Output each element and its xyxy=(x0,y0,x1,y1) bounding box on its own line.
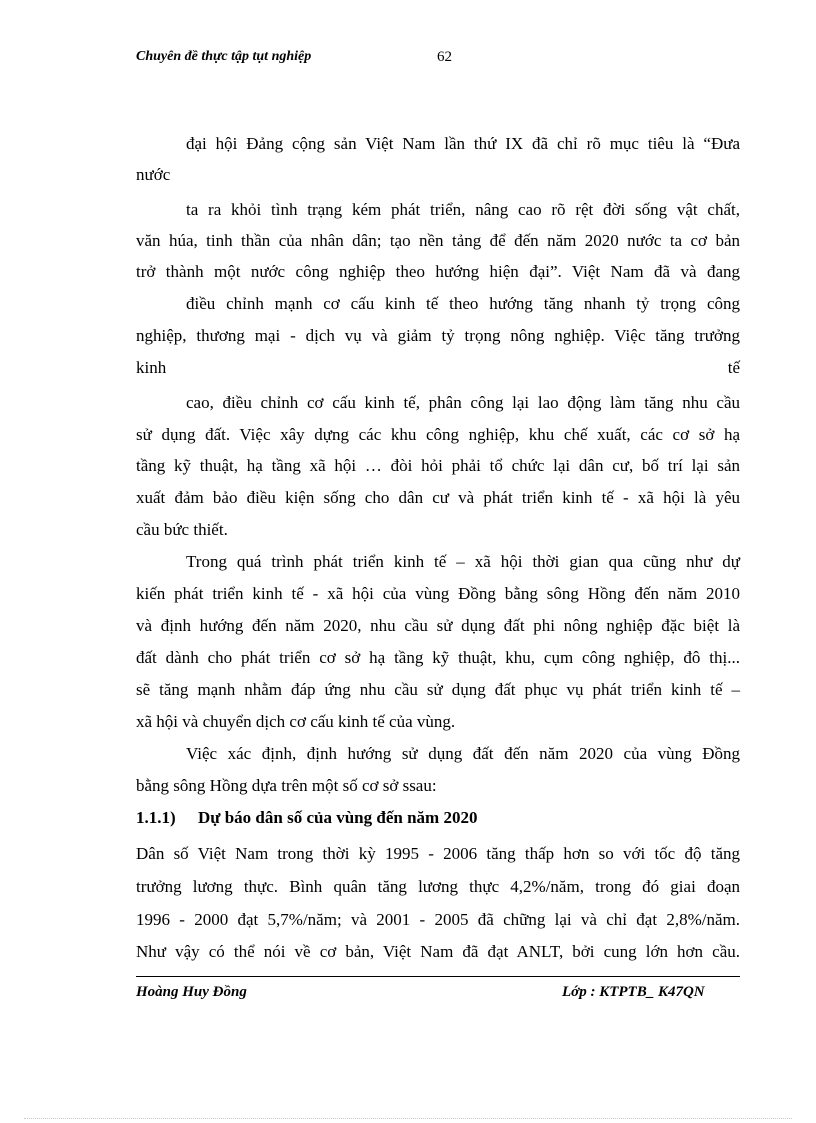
footer-class: Lớp : KTPTB_ K47QN xyxy=(562,984,705,1000)
page-number: 62 xyxy=(437,49,452,65)
section-number: 1.1.1) xyxy=(136,808,176,827)
text-line: xuất đảm bảo điều kiện sống cho dân cư và phát triển kinh tế - xã hội là yêu xyxy=(136,488,740,507)
text-line: Trong quá trình phát triển kinh tế – xã hội thời gian qua cũng như dự xyxy=(186,552,740,571)
split-line-right: tế xyxy=(727,358,740,377)
page-bottom-border xyxy=(24,1118,792,1119)
running-header-title: Chuyên đề thực tập tụt nghiệp xyxy=(136,49,312,64)
text-line: trưởng lương thực. Bình quân tăng lương thực 4,2%/năm, trong đó giai đoạn xyxy=(136,877,740,896)
text-line: và định hướng đến năm 2020, nhu cầu sử dụng đất phi nông nghiệp đặc biệt là xyxy=(136,616,740,635)
text-line: Dân số Việt Nam trong thời kỳ 1995 - 2006 tăng thấp hơn so với tốc độ tăng xyxy=(136,844,740,863)
text-line: tầng kỹ thuật, hạ tầng xã hội … đòi hỏi phải tổ chức lại dân cư, bố trí lại sản xyxy=(136,456,740,475)
section-heading xyxy=(136,808,477,828)
text-line: sẽ tăng mạnh nhằm đáp ứng nhu cầu sử dụng đất phục vụ phát triển kinh tế – xyxy=(136,680,740,699)
text-line: trở thành một nước công nghiệp theo hướng hiện đại”. Việt Nam đã và đang xyxy=(136,262,740,281)
text-line: xã hội và chuyển dịch cơ cấu kinh tế của vùng. xyxy=(136,712,456,731)
text-line: kiến phát triển kinh tế - xã hội của vùng Đồng bằng sông Hồng đến năm 2010 xyxy=(136,584,740,603)
text-line-split xyxy=(136,352,740,383)
section-title: Dự báo dân số của vùng đến năm 2020 xyxy=(198,808,478,827)
text-line: cầu bức thiết. xyxy=(136,520,228,539)
text-line: 1996 - 2000 đạt 5,7%/năm; và 2001 - 2005 đã chững lại và chỉ đạt 2,8%/năm. xyxy=(136,910,740,929)
text-line: Việc xác định, định hướng sử dụng đất đến năm 2020 của vùng Đồng xyxy=(186,744,740,763)
text-line: bằng sông Hồng dựa trên một số cơ sở ssau: xyxy=(136,776,437,795)
footer-author: Hoàng Huy Đồng xyxy=(136,984,247,1000)
text-line: Như vậy có thể nói về cơ bản, Việt Nam đã đạt ANLT, bởi cung lớn hơn cầu. xyxy=(136,942,740,961)
text-line: đất dành cho phát triển cơ sở hạ tầng kỹ thuật, khu, cụm công nghiệp, đô thị... xyxy=(136,648,740,667)
text-line: ta ra khỏi tình trạng kém phát triển, nâng cao rõ rệt đời sống vật chất, xyxy=(186,200,740,219)
text-line: đại hội Đảng cộng sản Việt Nam lần thứ IX đã chỉ rõ mục tiêu là “Đưa xyxy=(186,134,740,153)
text-line: sử dụng đất. Việc xây dựng các khu công nghiệp, khu chế xuất, các cơ sở hạ xyxy=(136,425,740,444)
text-line: nước xyxy=(136,165,171,184)
text-line: văn húa, tinh thần của nhân dân; tạo nền tảng để đến năm 2020 nước ta cơ bản xyxy=(136,231,740,250)
text-line: cao, điều chỉnh cơ cấu kinh tế, phân công lại lao động làm tăng nhu cầu xyxy=(186,393,740,412)
text-line: điều chỉnh mạnh cơ cấu kinh tế theo hướng tăng nhanh tỷ trọng công xyxy=(186,294,740,313)
split-line-left: kinh xyxy=(136,358,167,377)
footer-divider xyxy=(136,976,740,977)
text-line: nghiệp, thương mại - dịch vụ và giảm tỷ trọng nông nghiệp. Việc tăng trưởng xyxy=(136,326,740,345)
